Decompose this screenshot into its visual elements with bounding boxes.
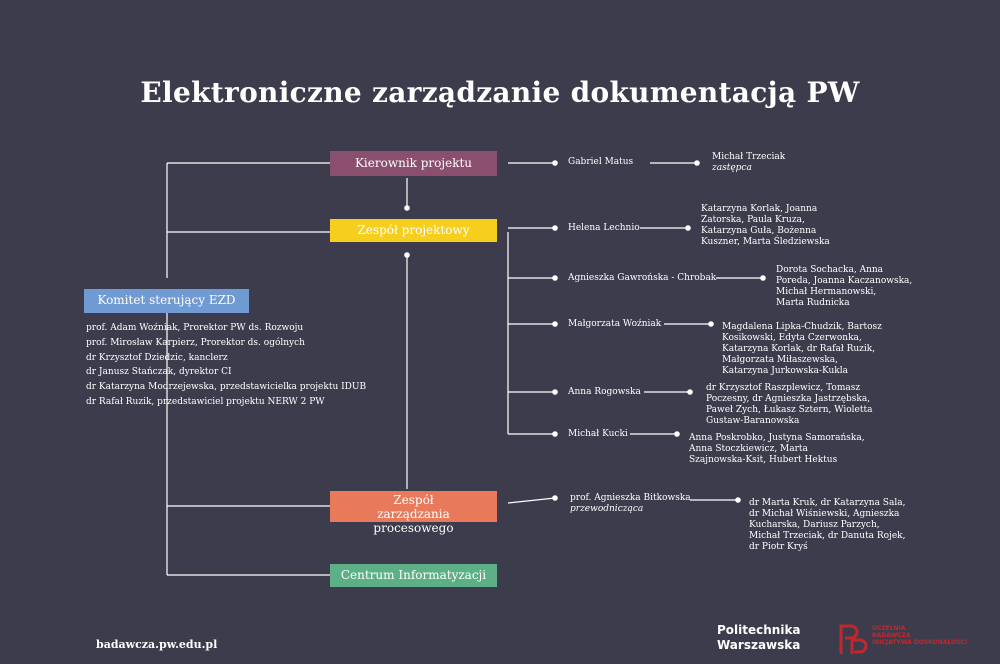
deputy-role: zastępca bbox=[712, 163, 752, 173]
page-title: Elektroniczne zarządzanie dokumentacją PW bbox=[140, 76, 860, 109]
komitet-member: dr Janusz Stańczak, dyrektor CI bbox=[86, 367, 232, 377]
zespol-procesowy-box bbox=[330, 491, 497, 535]
team-lead: Helena Lechnio bbox=[568, 223, 640, 233]
komitet-sterujacy-label: Komitet sterujący EZD bbox=[97, 293, 236, 307]
footer-url: badawcza.pw.edu.pl bbox=[96, 638, 218, 651]
process-lead-role: przewodnicząca bbox=[570, 504, 644, 514]
process-lead: prof. Agnieszka Bitkowska bbox=[570, 493, 691, 503]
deputy-name: Michał Trzeciak bbox=[712, 152, 786, 162]
komitet-member: prof. Mirosław Karpierz, Prorektor ds. ogólnych bbox=[86, 338, 305, 348]
komitet-member: prof. Adam Woźniak, Prorektor PW ds. Rozwoju bbox=[86, 323, 304, 333]
team-members: Anna Poskrobko, Justyna Samorańska, Anna Stoczkiewicz, Marta Szajnowska-Ksit, Hubert Hektus bbox=[689, 433, 865, 465]
uczelnia-badawcza-logo: UCZELNIA BADAWCZA INICJATYWA DOSKONAŁOŚCI bbox=[872, 625, 968, 646]
centrum-informatyzacji-label: Centrum Informatyzacji bbox=[340, 568, 487, 582]
team-lead: Agnieszka Gawrońska - Chrobak bbox=[568, 273, 717, 283]
komitet-member: dr Rafał Ruzik, przedstawiciel projektu NERW 2 PW bbox=[86, 397, 325, 407]
team-lead: Małgorzata Woźniak bbox=[568, 319, 662, 329]
zespol-projektowy-box bbox=[330, 219, 497, 242]
team-members: Magdalena Lipka-Chudzik, Bartosz Kosikowski, Edyta Czerwonka, Katarzyna Korlak, dr Rafał Ruzik, Małgorzata Miłaszewska, Katarzyna Jurkowska-Kukla bbox=[722, 322, 882, 376]
team-members: dr Krzysztof Raszplewicz, Tomasz Poczesny, dr Agnieszka Jastrzębska, Paweł Zych, Łukasz Sztern, Wioletta Gustaw-Baranowska bbox=[706, 383, 873, 426]
komitet-member: dr Katarzyna Modrzejewska, przedstawicielka projektu IDUB bbox=[86, 382, 367, 392]
komitet-sterujacy-box bbox=[84, 289, 249, 313]
uczelnia-badawcza-logo-icon bbox=[838, 622, 868, 656]
komitet-member: dr Krzysztof Dziedzic, kanclerz bbox=[86, 353, 228, 363]
kierownik-projektu-box bbox=[330, 151, 497, 176]
team-lead: Michał Kucki bbox=[568, 429, 628, 439]
zespol-procesowy-label: Zespół zarządzania procesowego bbox=[373, 493, 454, 535]
kierownik-projektu-label: Kierownik projektu bbox=[354, 156, 473, 170]
centrum-informatyzacji-box bbox=[330, 564, 497, 587]
zespol-projektowy-label: Zespół projektowy bbox=[357, 223, 470, 237]
kierownik-person: Gabriel Matus bbox=[568, 157, 634, 167]
team-members: Dorota Sochacka, Anna Poreda, Joanna Kaczanowska, Michał Hermanowski, Marta Rudnicka bbox=[776, 265, 913, 308]
politechnika-logo: Politechnika Warszawska bbox=[717, 623, 801, 652]
team-lead: Anna Rogowska bbox=[568, 387, 641, 397]
process-members: dr Marta Kruk, dr Katarzyna Sala, dr Michał Wiśniewski, Agnieszka Kucharska, Dariusz Parzych, Michał Trzeciak, dr Danuta Rojek, dr Piotr Kryś bbox=[749, 498, 906, 552]
team-members: Katarzyna Korlak, Joanna Zatorska, Paula Kruza, Katarzyna Guła, Bożenna Kuszner, Marta Śledziewska bbox=[701, 204, 830, 247]
